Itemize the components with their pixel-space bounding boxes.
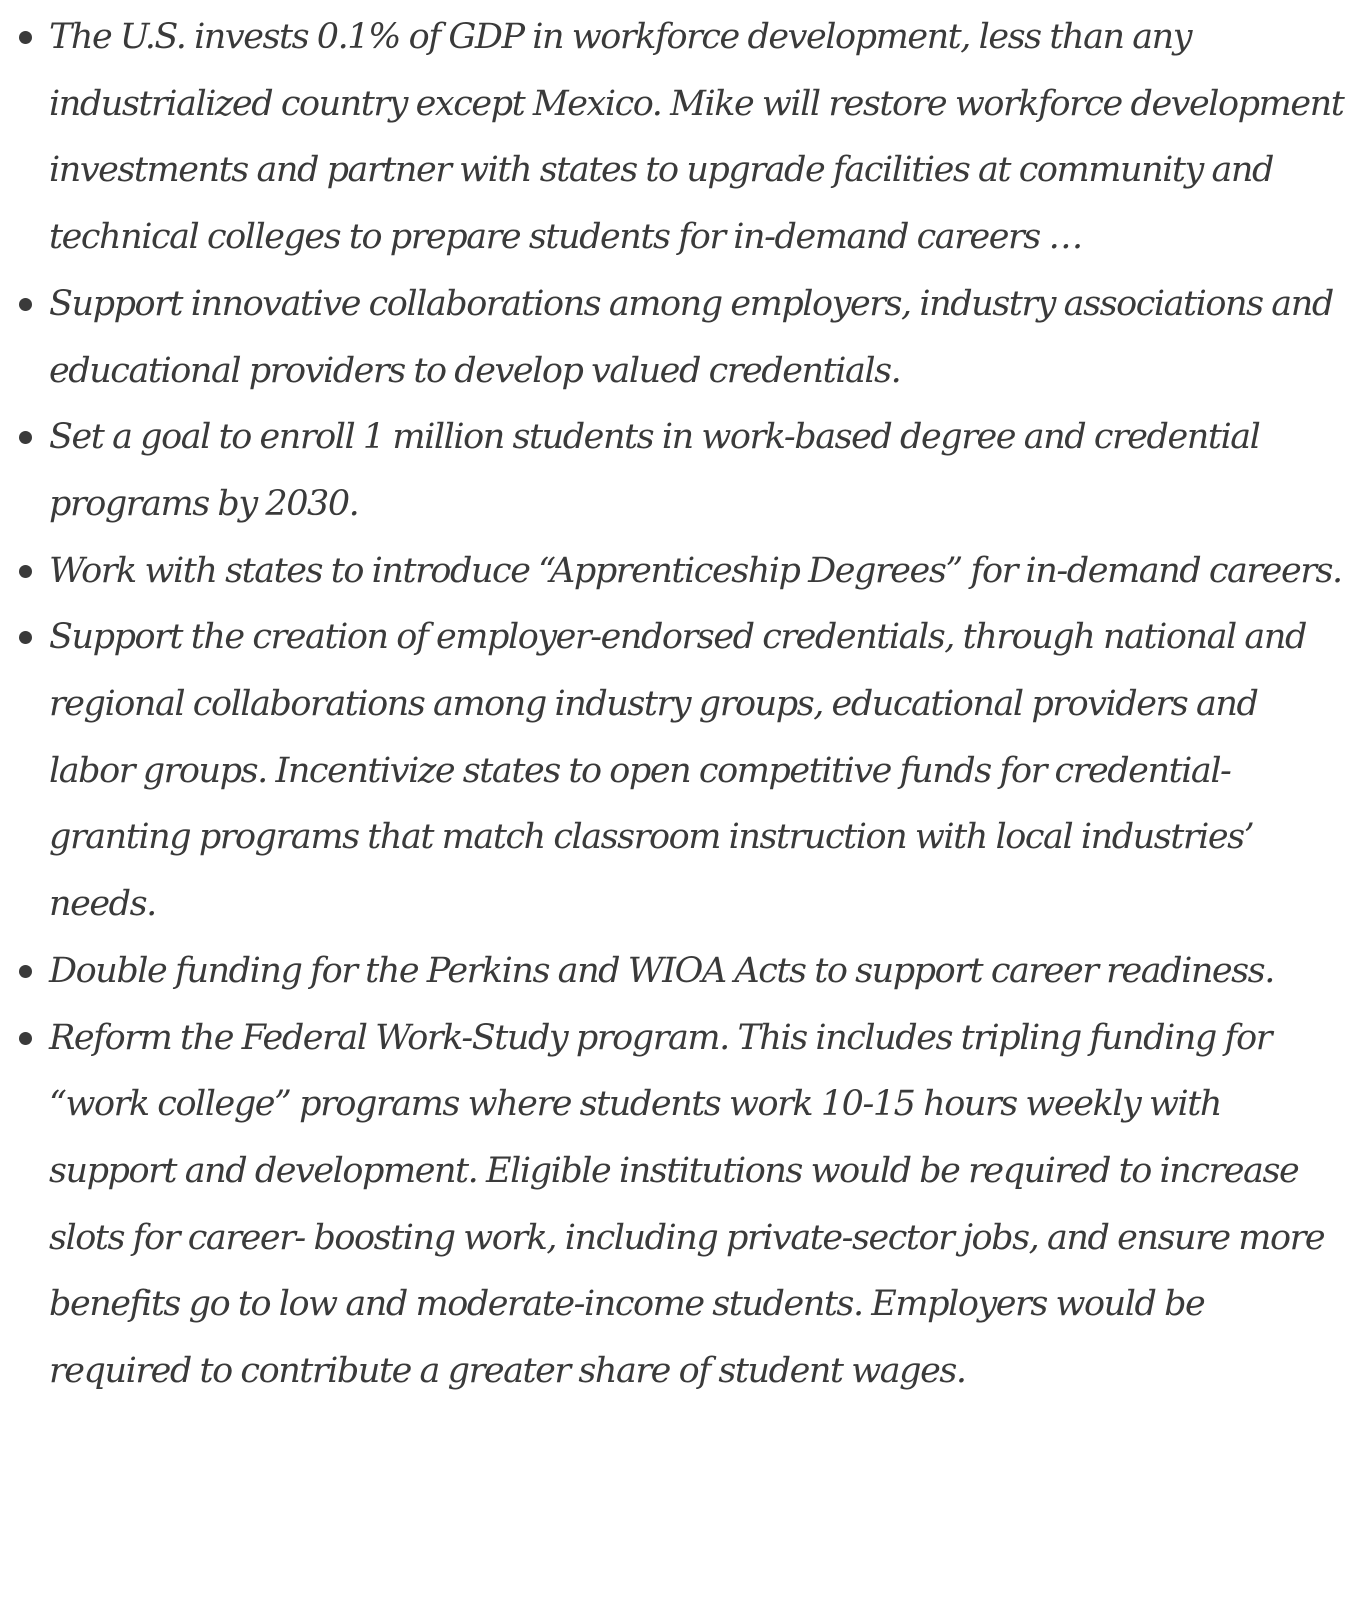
list-item-text: Support innovative collaborations among employers, industry associations and educational providers to develop valued credentials.: [49, 283, 1333, 391]
list-item: [12, 604, 1346, 938]
list-item-text: Double funding for the Perkins and WIOA Acts to support career readiness.: [49, 950, 1274, 991]
bullet-icon: [19, 631, 32, 644]
list-item-text: Work with states to introduce “Apprenticeship Degrees” for in-demand careers.: [49, 550, 1342, 591]
list-item: [12, 1005, 1346, 1405]
policy-bullet-list: [12, 4, 1346, 1405]
list-item-text: Set a goal to enroll 1 million students in work-based degree and credential programs by 2030.: [49, 417, 1260, 524]
list-item-text: The U.S. invests 0.1% of GDP in workforce development, less than any industrialized country except Mexico. Mike will restore workforce development investments and partner with states to upgrade facilities at community and technical colleges to prepare students for in-demand careers …: [49, 17, 1344, 258]
list-item: [12, 938, 1346, 1005]
bullet-icon: [19, 431, 32, 444]
list-item-text: Support the creation of employer-endorsed credentials, through national and regional collaborations among industry groups, educational providers and labor groups. Incentivize states to open competitive funds for credential-granting programs that match classroom instruction with local industries’ needs.: [49, 617, 1306, 925]
bullet-icon: [19, 965, 32, 978]
list-item-text: Reform the Federal Work-Study program. This includes tripling funding for “work college” programs where students work 10-15 hours weekly with support and development. Eligible institutions would be required to increase slots for career- boosting work, including private-sector jobs, and ensure more benefits go to low and moderate-income students. Employers would be required to contribute a greater share of student wages.: [49, 1017, 1325, 1392]
bullet-icon: [19, 298, 32, 311]
list-item: [12, 4, 1346, 271]
bullet-icon: [19, 565, 32, 578]
list-item: [12, 538, 1346, 605]
list-item: [12, 404, 1346, 537]
list-item: [12, 271, 1346, 404]
bullet-icon: [19, 31, 32, 44]
bullet-icon: [19, 1032, 32, 1045]
